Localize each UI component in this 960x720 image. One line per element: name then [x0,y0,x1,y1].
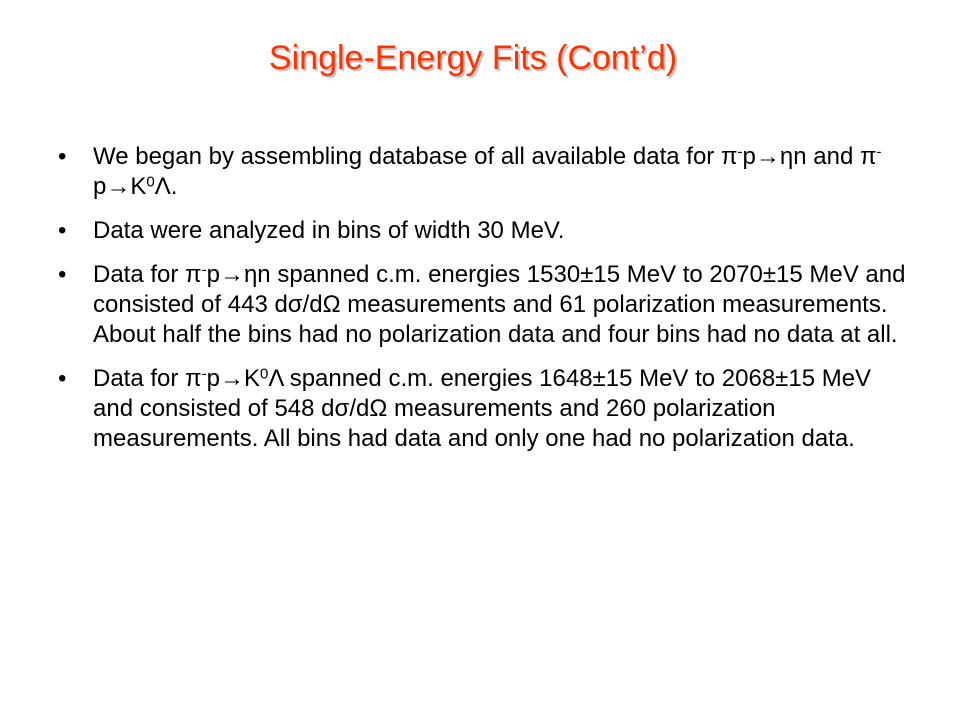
bullet-text: p→ηn and π [742,143,877,170]
superscript: 0 [146,173,155,191]
bullet-text: Data were analyzed in bins of width 30 MeV. [93,217,565,244]
bullet-kaon-data [58,364,908,454]
superscript: - [201,261,207,279]
bullet-text: p→ηn spanned c.m. energies 1530±15 MeV to 2070±15 MeV and consisted of 443 dσ/dΩ measurements and 61 polarization measurements. About half the bins had no polarization data and four bins had no data at all. [93,261,906,348]
bullet-text: Data for π [93,261,202,288]
superscript: 0 [259,365,269,383]
bullet-eta-data [58,260,908,350]
bullet-database [58,142,908,202]
bullet-bins [58,216,908,246]
superscript: - [737,143,743,161]
bullet-text: Data for π [93,365,202,392]
superscript: - [876,143,882,161]
bullet-list [58,142,908,454]
bullet-text: Λ spanned c.m. energies 1648±15 MeV to 2068±15 MeV and consisted of 548 dσ/dΩ measurements and 260 polarization measurements. All bins had data and only one had no polarization data. [93,365,872,452]
bullet-text: p→K [206,365,260,392]
bullet-text: We began by assembling database of all available data for π [93,143,738,170]
slide-title: Single-Energy Fits (Cont’d) [268,39,678,77]
bullet-text: Λ. [154,173,178,200]
bullet-text: p→K [93,173,147,200]
superscript: - [201,365,207,383]
